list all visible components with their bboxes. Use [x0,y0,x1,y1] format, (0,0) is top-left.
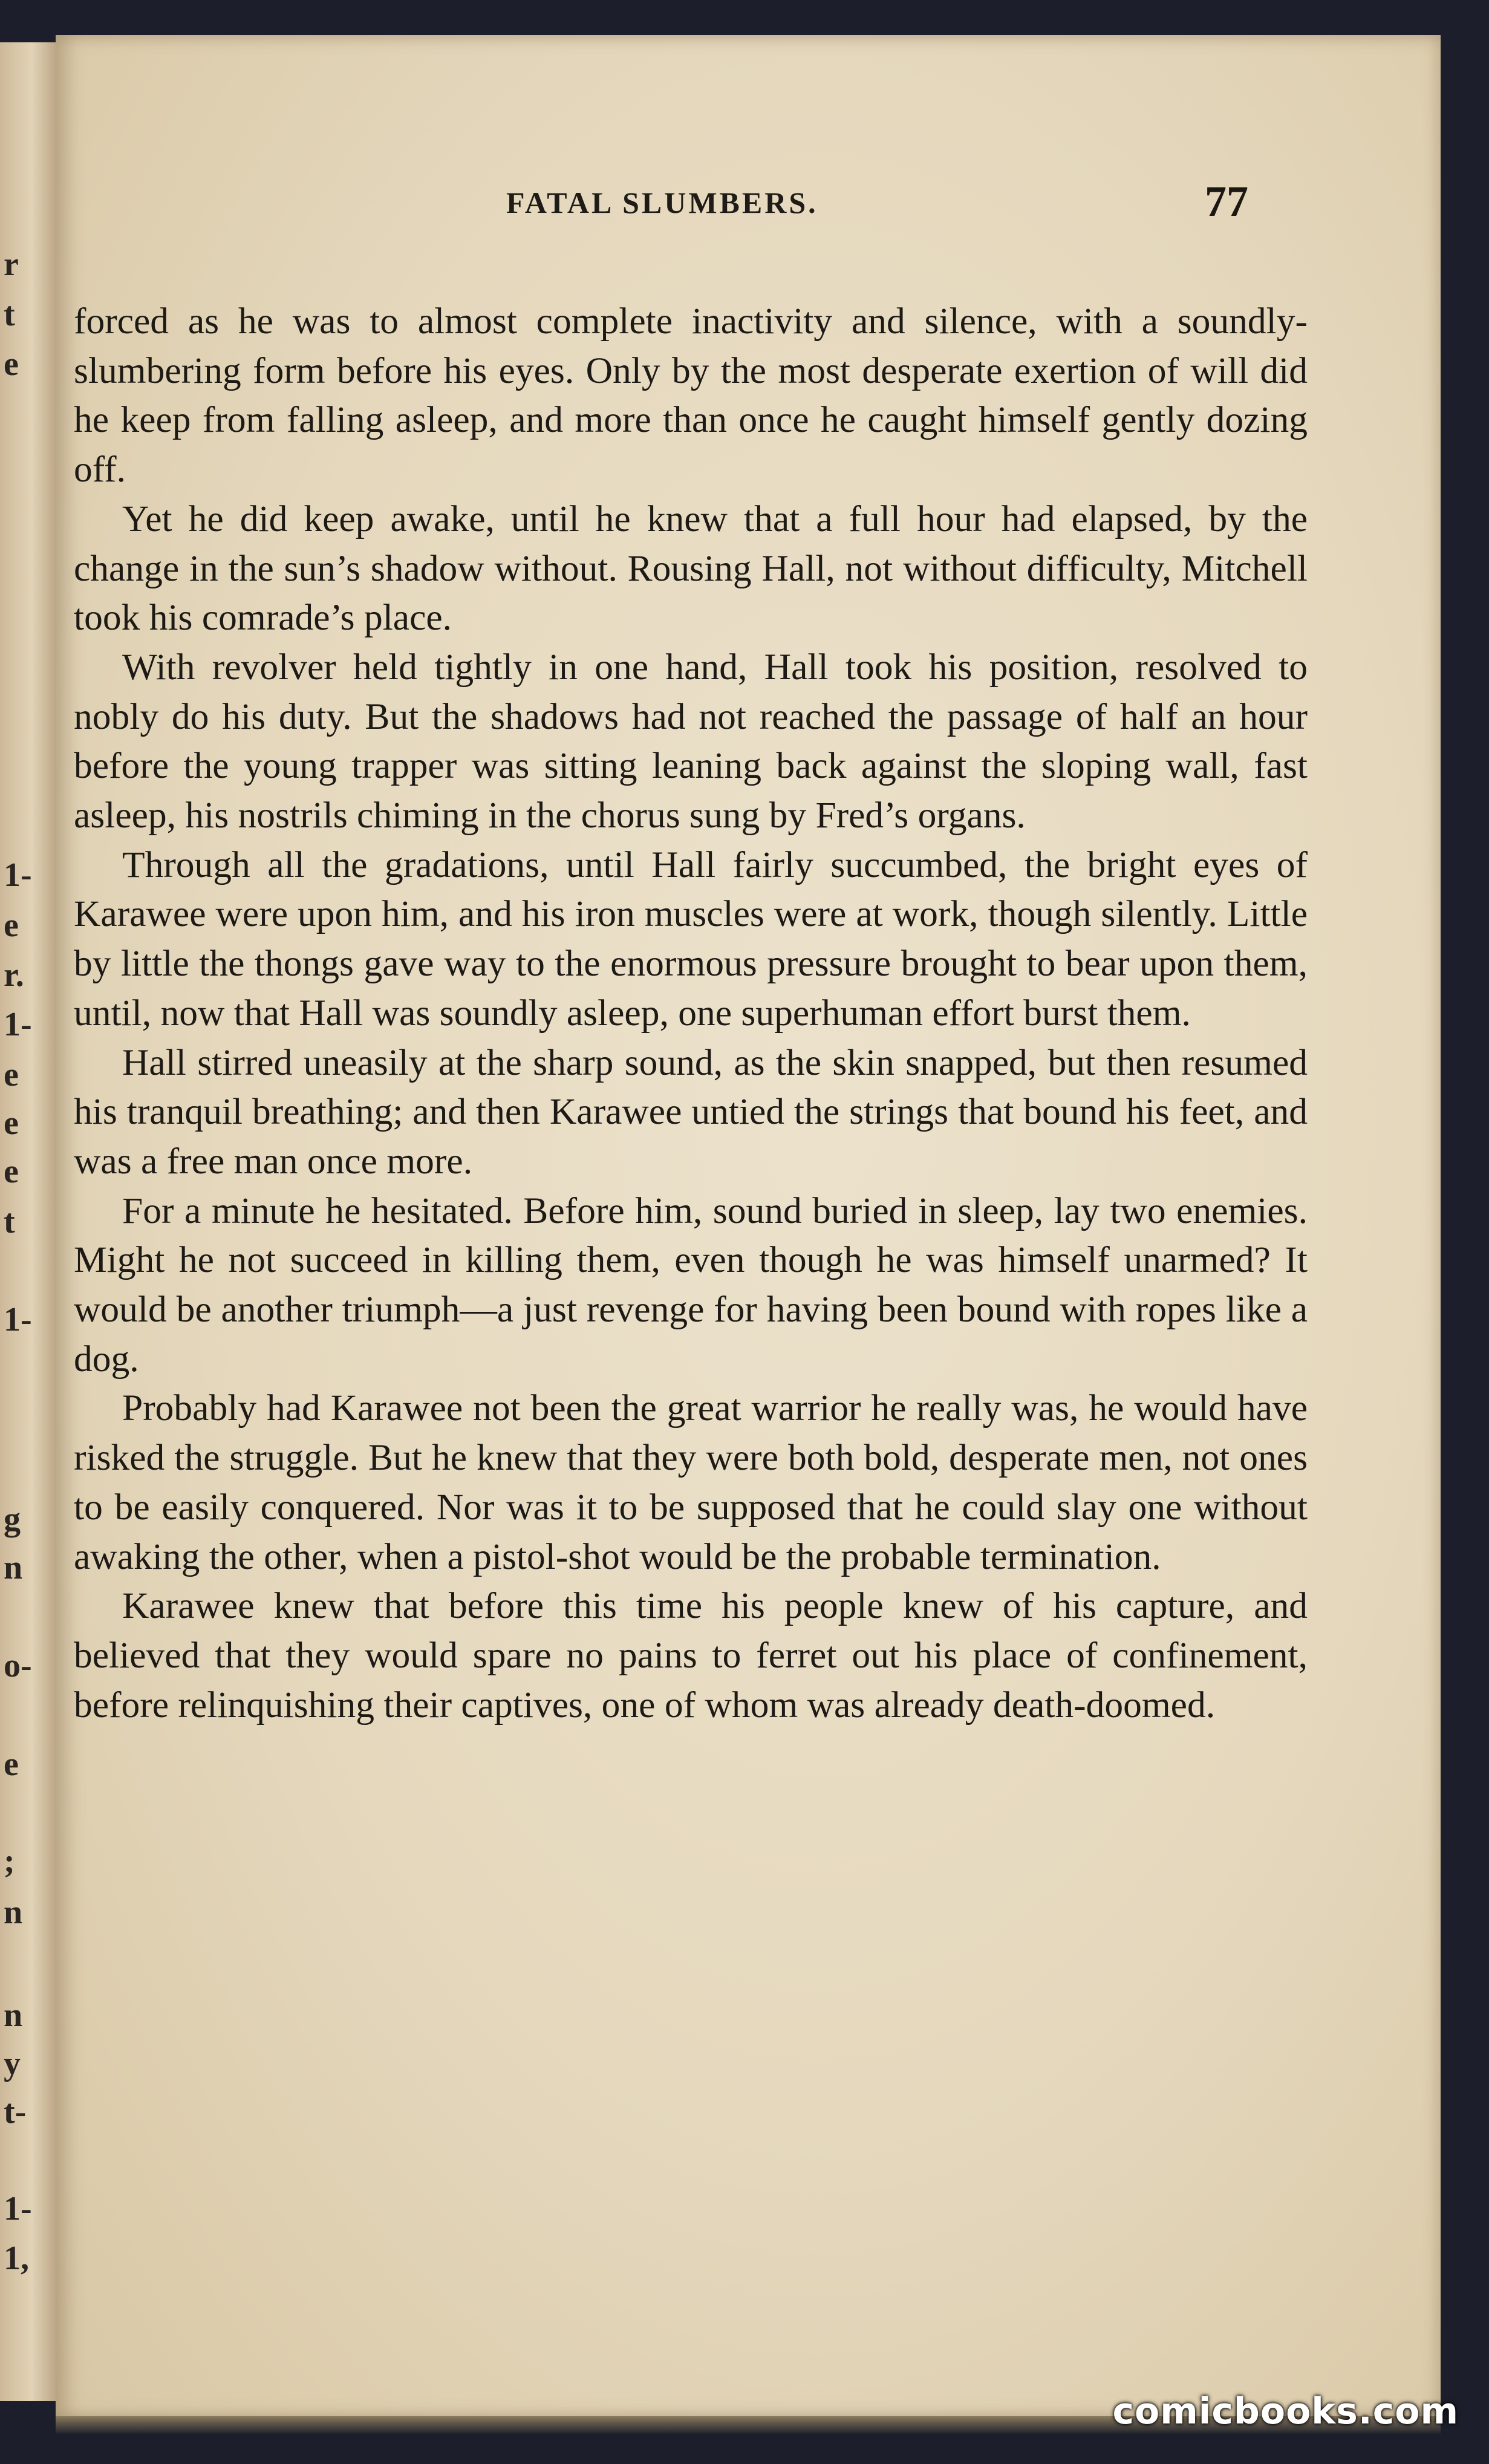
previous-page-fragment: e [4,1153,19,1190]
previous-page-fragment: ; [4,1842,15,1880]
previous-page-fragment: n [4,1996,23,2034]
previous-page-fragment: 1- [4,1006,32,1043]
running-head [56,173,1441,227]
previous-page-fragment: 1- [4,856,32,894]
previous-page-fragment: 1- [4,1301,32,1338]
previous-page-fragment: r [4,246,19,283]
previous-page-fragment: n [4,1549,23,1586]
previous-page-edge [0,42,60,2401]
previous-page-fragment: e [4,1056,19,1093]
previous-page-fragment: e [4,1104,19,1142]
watermark: comicbooks.com [1112,2390,1459,2433]
paragraph-6: For a minute he hesitated. Before him, sound buried in sleep, lay two enemies. Might he not succeed in killing them, even though he was himself unarmed? It would be another triumph—a just revenge for having been bound with ropes like a dog. [74,1190,1308,1380]
paragraph-1: forced as he was to almost complete inactivity and silence, with a soundly-slumbering form before his eyes. Only by the most desperate exertion of will did he keep from falling asleep, and more than once he caught himself gently dozing off. [74,301,1308,491]
paragraph-8: Karawee knew that before this time his people knew of his capture, and believed that they would spare no pains to ferret out his place of confinement, before relinquishing their captives, one of whom was already death-doomed. [74,1585,1308,1726]
paragraph-3: With revolver held tightly in one hand, Hall took his position, resolved to nobly do his duty. But the shadows had not reached the passage of half an hour before the young trapper was sitting leaning back against the sloping wall, fast asleep, his nostrils chiming in the chorus sung by Fred’s organs. [74,646,1308,836]
paragraph-2: Yet he did keep awake, until he knew that a full hour had elapsed, by the change in the sun’s shadow without. Rousing Hall, not without difficulty, Mitchell took his comrade’s place. [74,498,1308,639]
page-number: 77 [1205,177,1248,226]
previous-page-fragment: 1, [4,2240,29,2277]
paragraph-5: Hall stirred uneasily at the sharp sound, as the skin snapped, but then resumed his tranquil breathing; and then Karawee untied the strings that bound his feet, and was a free man once more. [74,1041,1308,1182]
previous-page-fragment: o- [4,1647,32,1684]
paragraph-4: Through all the gradations, until Hall fairly succumbed, the bright eyes of Karawee were upon him, and his iron muscles were at work, though silently. Little by little the thongs gave way to the enormous pressure brought to bear upon them, until, now that Hall was soundly asleep, one superhuman effort burst them. [74,844,1308,1034]
previous-page-fragment: e [4,1745,19,1783]
previous-page-fragment: n [4,1894,23,1931]
previous-page-fragment: e [4,907,19,944]
previous-page-fragment: t [4,296,15,333]
book-page [56,35,1441,2418]
previous-page-fragment: t- [4,2093,27,2131]
running-title: FATAL SLUMBERS. [506,186,818,220]
previous-page-fragment: t [4,1203,15,1240]
previous-page-fragment: 1- [4,2190,32,2228]
body-text [74,297,1308,1730]
previous-page-fragment: e [4,345,19,383]
paragraph-7: Probably had Karawee not been the great warrior he really was, he would have risked the struggle. But he knew that they were both bold, desperate men, not ones to be easily conquered. Nor was it to be supposed that he could slay one without awaking the other, when a pistol-shot would be the probable termination. [74,1387,1308,1577]
previous-page-fragment: y [4,2045,21,2082]
previous-page-fragment: r. [4,956,24,994]
previous-page-fragment: g [4,1501,21,1538]
